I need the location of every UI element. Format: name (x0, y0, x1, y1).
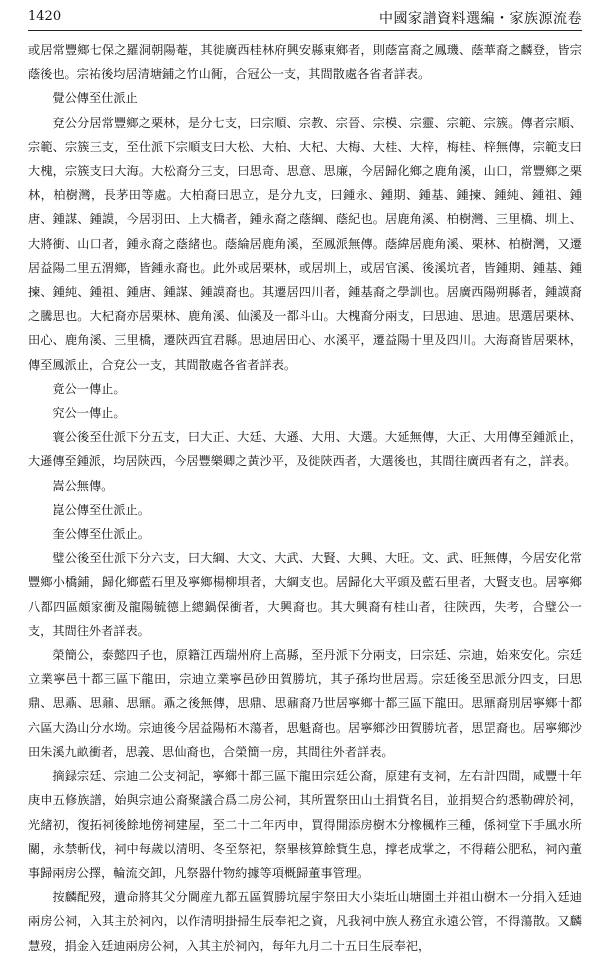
paragraph: 摘録宗廷、宗迪二公支祠記，寧鄉十都三區下龍田宗廷公裔，原建有支祠，左右計四間，咸豐十年庚申五修族譜，始與宗迪公裔聚議合爲二房公祠，其所置祭田山土捐貲名目，並捐契合約悉勒碑於祠，光緒初，復拓祠後餘地傍祠建屋，至二十二年丙申，買得開添房樹木分橡楓柞三種，係祠堂下手風水所關，永禁斬伐，祠中每歲以清明、冬至祭祀，祭畢核算餘貲生息，撑老成掌之，不得藉公肥私，祠內董事歸兩房公擇，輪流交卸，凡祭器什物約據等項概歸董事管理。 (28, 769, 582, 880)
body-text (28, 38, 582, 953)
paragraph: 崑公傳至仕派止。 (52, 502, 150, 517)
page-header (28, 6, 582, 31)
paragraph: 璧公後至仕派下分六支，曰大綱、大文、大武、大賢、大興、大旺。文、武、旺無傳，今居安化常豐鄉小橋鋪，歸化鄉藍石里及寧鄉楊柳垻者，大綱支也。居歸化大平頭及藍石里者，大賢支也。居寧鄉八都四區頗家衝及龍陽毓德上總鍋保衝者，大興裔也。其大興裔有桂山者，往陝西，失考，合璧公一支，其間往外者詳表。 (28, 551, 582, 638)
paragraph: 奎公傳至仕派止。 (52, 527, 150, 542)
page-number: 1420 (28, 9, 62, 24)
paragraph: 寰公後至仕派下分五支，曰大正、大廷、大遜、大用、大選。大延無傳，大正、大用傳至鍾派止，大遜傳至鍾派，均居陝西，今居豐樂卿之黃沙平，及徙陝西者，大選後也，其間往廣西者有之，詳表。 (28, 430, 582, 469)
paragraph: 覺公傳至仕派止 (52, 91, 138, 106)
paragraph: 榮簡公，泰懿四子也，原籍江西瑞州府上高縣，至丹派下分兩支，曰宗廷、宗迪，始來安化。宗廷立業寧邑十都三區下龍田，宗迪立業寧邑砂田賀勝坑，其子孫均世居焉。宗廷後至思派分四支，曰思鼎、思鼒、思鼐、思鼏。鼒之後無傳，思鼎、思鼐裔乃世居寧鄉十都三區下龍田。思鼏裔別居寧鄉十都六區大溈山分水坳。宗迪後今居益陽柘木蕩者，思魁裔也。居寧鄉沙田賀勝坑者，思罡裔也。居寧鄉沙田朱溪九畝衝者，思義、思仙裔也，合榮簡一房，其間往外者詳表。 (28, 648, 582, 759)
paragraph: 按麟配歿，遺命將其父分閫産九都五區賀勝坑屋宇祭田大小柒坵山塘園土并祖山樹木一分捐入廷迪兩房公祠，入其主於祠內，以作清明掛掃生辰奉祀之資，凡我祠中族人務宜永遠公管，不得蕩散。又麟慧歿，捐金入廷迪兩房公祠，入其主於祠內，每年九月二十五日生辰奉祀， (28, 890, 582, 953)
paragraph: 或居常豐鄉七保之羅洞朝陽菴，其徙廣西桂林府興安縣東鄉者，則蔭富裔之鳳璣、蔭華裔之麟登，皆宗蔭後也。宗祐後均居清塘鋪之竹山衕，合冠公一支，其間散處各省者詳表。 (28, 43, 582, 82)
paragraph: 究公一傳止。 (52, 406, 126, 421)
paragraph: 竟公一傳止。 (52, 381, 126, 396)
paragraph: 兗公分居常豐鄉之栗林，是分七支，曰宗順、宗教、宗晉、宗模、宗靈、宗範、宗簇。傳者宗順、宗範、宗簇三支，至仕派下宗順支曰大松、大柏、大杞、大梅、大桂、大梓，梅桂、梓無傳，宗範支曰大槐，宗簇支曰大海。大松裔分三支，曰思奇、思意、思廉，今居歸化鄉之鹿角溪，山口，常豐鄉之栗林，柏樹灣，長茅田等處。大柏裔曰思立，是分九支，曰鍾永、鍾期、鍾基、鍾揀、鍾純、鍾祖、鍾唐、鍾謀、鍾謨，今居羽田、上大橋者，鍾永裔之蔭綱、蔭紀也。居鹿角溪、柏樹灣、三里橋、圳上、大將衝、山口者，鍾永裔之蔭緒也。蔭綸居鹿角溪，至鳳派無傳。蔭緯居鹿角溪、栗林、柏樹灣，又遷居益陽二里五渭鄉，皆鍾永裔也。此外或居栗林，或居圳上，或居官溪、後溪坑者，皆鍾期、鍾基、鍾揀、鍾純、鍾祖、鍾唐、鍾謀、鍾謨裔也。其遷居四川者，鍾基裔之學訓也。居廣西陽朔縣者，鍾謨裔之騰思也。大杞裔亦居栗林、鹿角溪、仙溪及一都斗山。大槐裔分兩支，曰思迪、思迪。思選居栗林、田心、鹿角溪、三里橋，遷陝西宜君縣。思迪居田心、水溪平，遷益陽十里及四川。大海裔皆居栗林，傳至鳳派止，合兗公一支，其間散處各省者詳表。 (28, 115, 582, 372)
running-title: 中國家譜資料選編・家族源流卷 (379, 11, 582, 27)
paragraph: 嵩公無傳。 (52, 478, 114, 493)
